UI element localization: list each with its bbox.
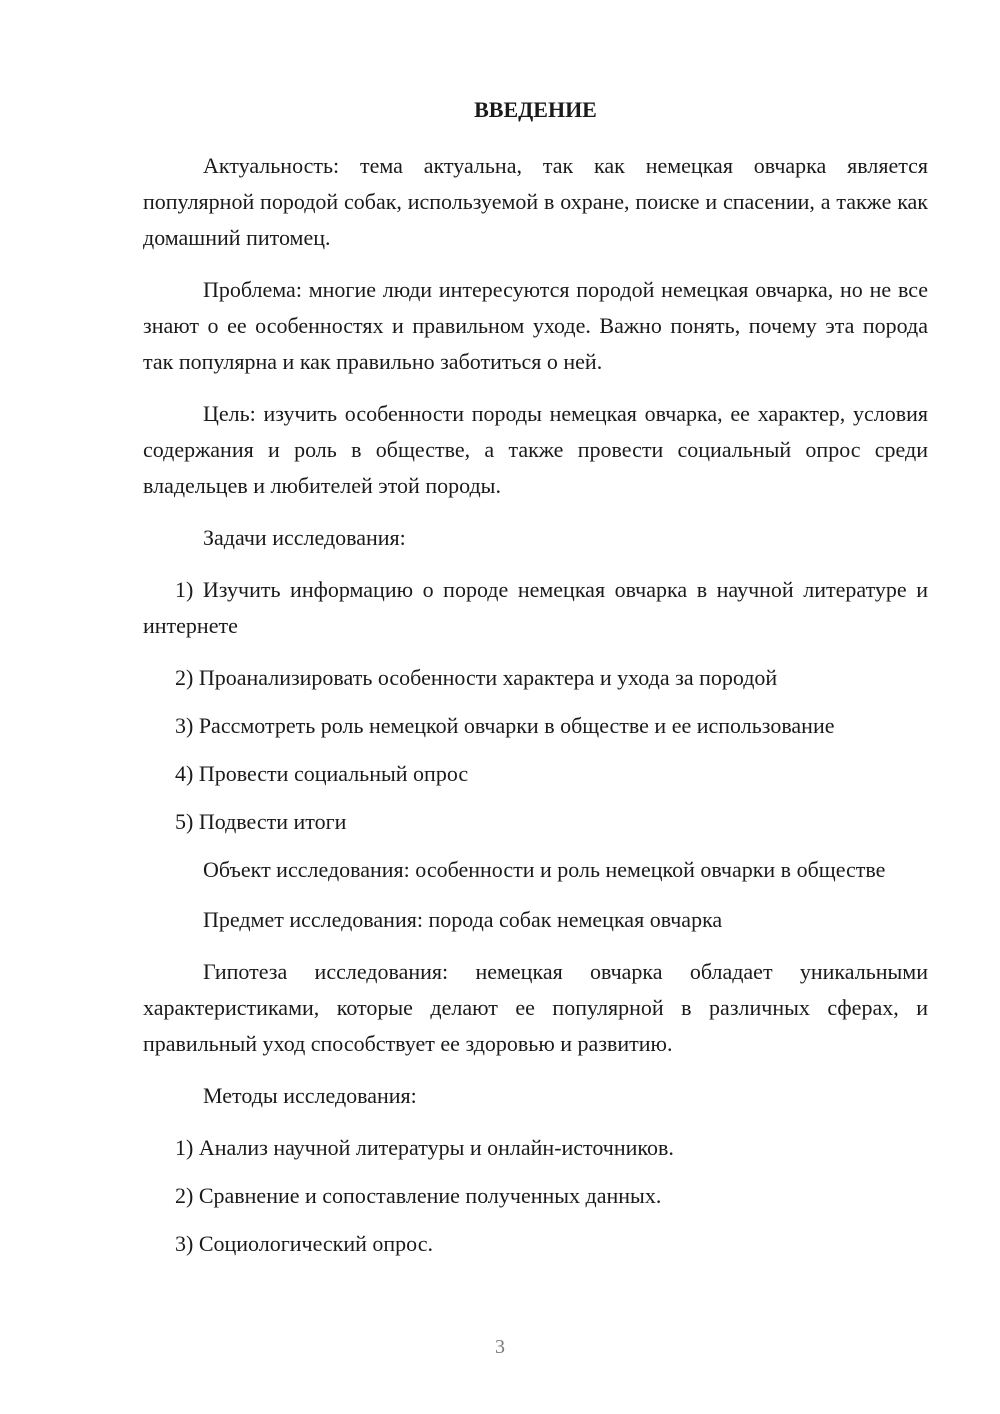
- subject-paragraph: Предмет исследования: порода собак немецкая овчарка: [203, 907, 723, 932]
- method-item: 1) Анализ научной литературы и онлайн-источников.: [175, 1135, 674, 1160]
- task-item: 4) Провести социальный опрос: [175, 761, 469, 786]
- problem-paragraph: Проблема: многие люди интересуются породой немецкая овчарка, но не все знают о ее особенностях и правильном уходе. Важно понять, почему эта порода так популярна и как правильно заботиться о ней.: [143, 277, 928, 374]
- tasks-list: [143, 572, 928, 840]
- page-title: ВВЕДЕНИЕ: [474, 97, 597, 122]
- task-item: 3) Рассмотреть роль немецкой овчарки в обществе и ее использование: [175, 713, 835, 738]
- method-item: 3) Социологический опрос.: [175, 1231, 433, 1256]
- task-item: 2) Проанализировать особенности характера и ухода за породой: [175, 665, 778, 690]
- task-item: 1) Изучить информацию о породе немецкая овчарка в научной литературе и интернете: [143, 577, 928, 638]
- tasks-heading: Задачи исследования:: [203, 525, 406, 550]
- page-number: 3: [495, 1336, 505, 1358]
- method-item: 2) Сравнение и сопоставление полученных данных.: [175, 1183, 662, 1208]
- methods-heading: Методы исследования:: [203, 1083, 417, 1108]
- relevance-paragraph: Актуальность: тема актуальна, так как немецкая овчарка является популярной породой собак, используемой в охране, поиске и спасении, а также как домашний питомец.: [143, 153, 928, 250]
- page-content: [143, 92, 928, 1274]
- methods-list: [143, 1130, 928, 1262]
- object-paragraph: Объект исследования: особенности и роль немецкой овчарки в обществе: [203, 857, 886, 882]
- goal-paragraph: Цель: изучить особенности породы немецкая овчарка, ее характер, условия содержания и роль в обществе, а также провести социальный опрос среди владельцев и любителей этой породы.: [143, 401, 928, 498]
- task-item: 5) Подвести итоги: [175, 809, 347, 834]
- hypothesis-paragraph: Гипотеза исследования: немецкая овчарка обладает уникальными характеристиками, которые делают ее популярной в различных сферах, и правильный уход способствует ее здоровью и развитию.: [143, 959, 928, 1056]
